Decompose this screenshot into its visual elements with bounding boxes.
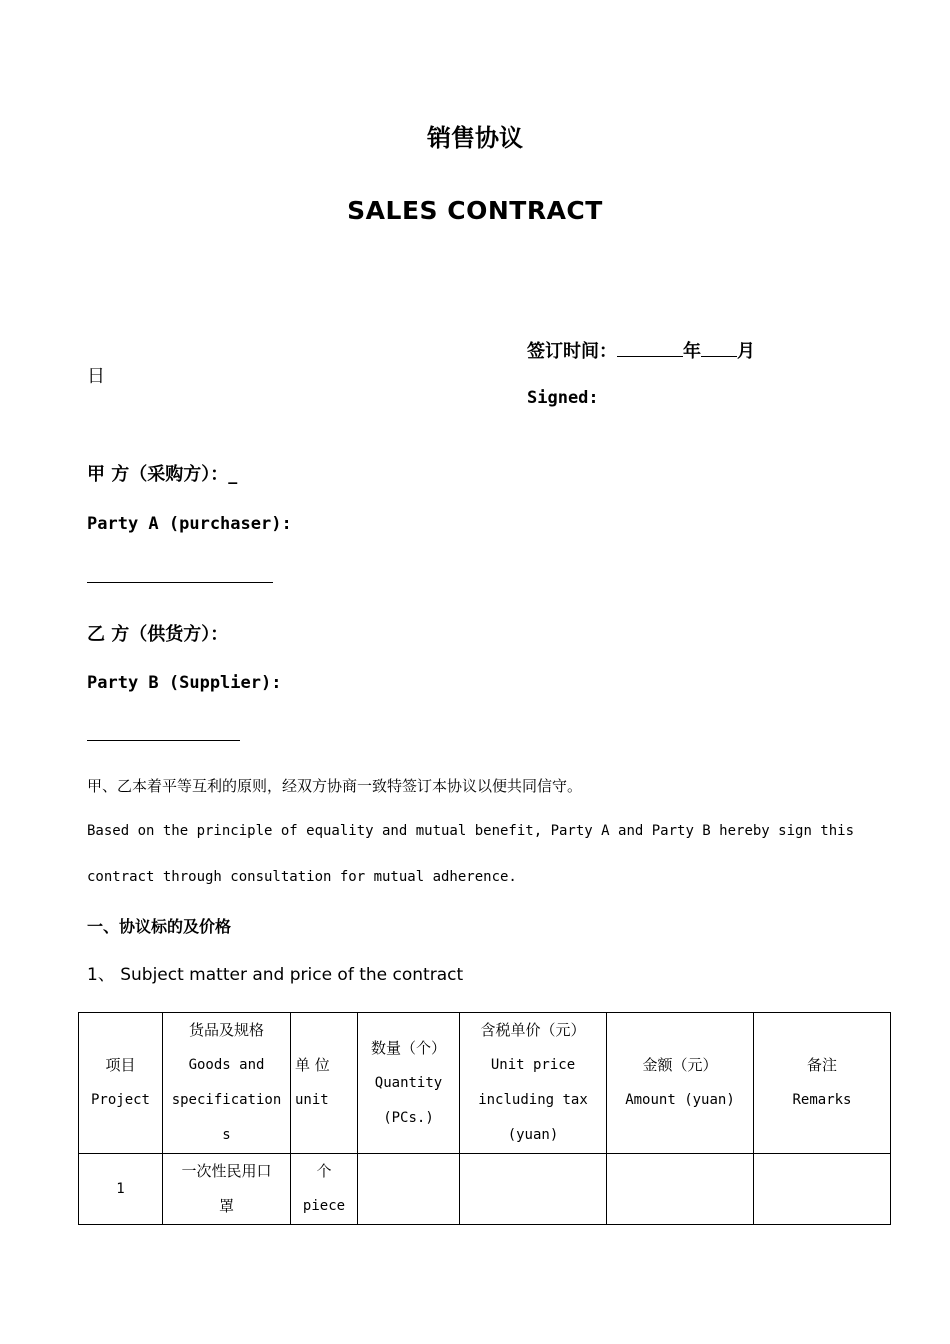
- intro-paragraph-en-line2: contract through consultation for mutual adherence.: [87, 869, 517, 885]
- header-goods: 货品及规格 Goods and specification s: [163, 1013, 291, 1154]
- section-1-title-cn: 一、协议标的及价格: [87, 917, 232, 936]
- row-no: 1: [79, 1154, 163, 1225]
- year-label: 年: [683, 341, 701, 362]
- header-amount: 金额（元） Amount (yuan): [607, 1013, 754, 1154]
- section-1-title-en: 1、 Subject matter and price of the contract: [87, 965, 464, 985]
- signing-date-label: 签订时间：: [527, 341, 617, 362]
- row-remarks[interactable]: [754, 1154, 891, 1225]
- header-quantity: 数量（个） Quantity (PCs.): [358, 1013, 460, 1154]
- party-a-label-cn: 甲 方（采购方）：_: [87, 464, 238, 485]
- title-chinese: 销售协议: [427, 124, 523, 152]
- header-unit: 单 位 unit: [291, 1013, 358, 1154]
- header-remarks: 备注 Remarks: [754, 1013, 891, 1154]
- row-amount[interactable]: [607, 1154, 754, 1225]
- party-b-label-cn: 乙 方（供货方）：: [87, 624, 229, 645]
- table-row: [79, 1154, 891, 1225]
- row-goods: 一次性民用口 罩: [163, 1154, 291, 1225]
- row-quantity[interactable]: [358, 1154, 460, 1225]
- intro-paragraph-cn: 甲、乙本着平等互利的原则，经双方协商一致特签订本协议以便共同信守。: [87, 777, 583, 795]
- title-english: SALES CONTRACT: [347, 196, 603, 225]
- signing-date-line: [527, 337, 755, 363]
- party-a-signature-line: [87, 582, 273, 583]
- party-a-label-en: Party A (purchaser):: [87, 514, 292, 534]
- signed-label: Signed:: [527, 388, 599, 408]
- table-header-row: [79, 1013, 891, 1154]
- month-label: 月: [737, 341, 755, 362]
- header-project: 项目 Project: [79, 1013, 163, 1154]
- row-unit: 个 piece: [291, 1154, 358, 1225]
- party-b-signature-line: [87, 740, 240, 741]
- day-label: 日: [87, 366, 105, 387]
- goods-price-table: [78, 1012, 891, 1225]
- year-blank: [617, 340, 683, 357]
- row-unit-price[interactable]: [460, 1154, 607, 1225]
- intro-paragraph-en-line1: Based on the principle of equality and mutual benefit, Party A and Party B hereby sign this: [87, 823, 855, 839]
- party-b-label-en: Party B (Supplier):: [87, 673, 282, 693]
- header-unit-price: 含税单价（元） Unit price including tax (yuan): [460, 1013, 607, 1154]
- month-blank: [701, 340, 737, 357]
